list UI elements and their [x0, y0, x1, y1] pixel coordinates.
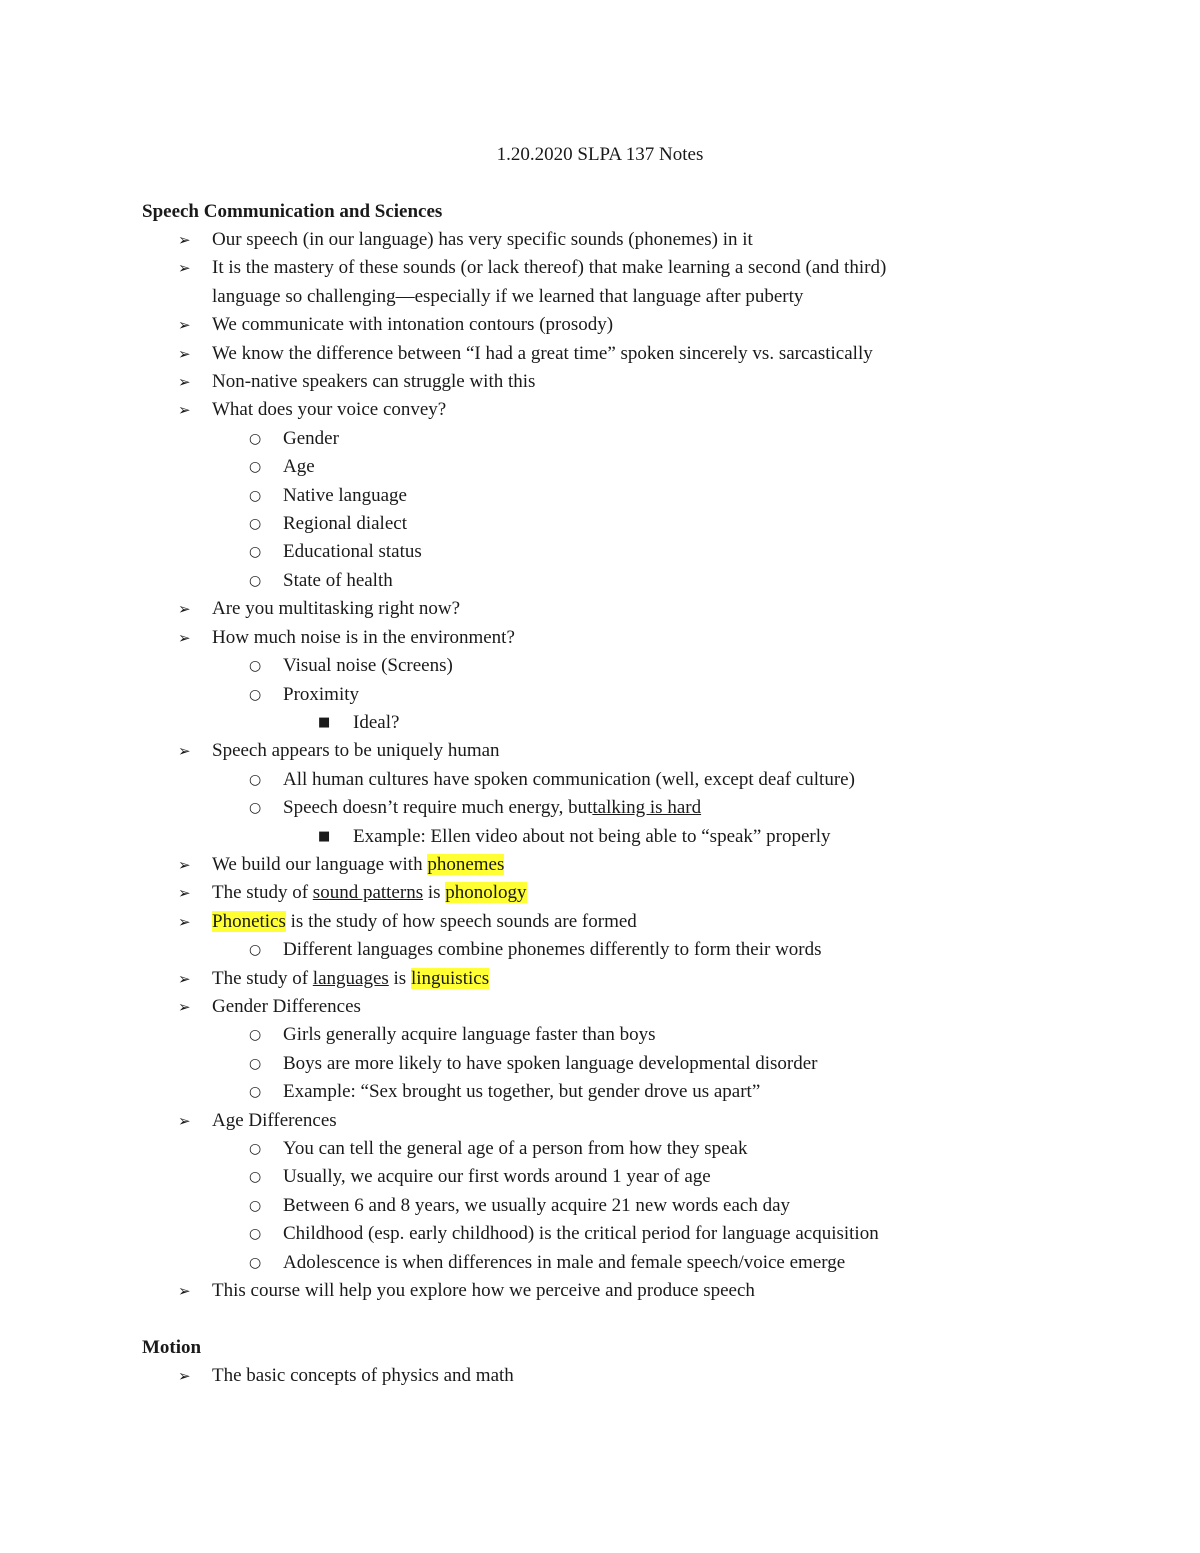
- list-item: ➢ Non-native speakers can struggle with this: [0, 368, 886, 396]
- circle-bullet-icon: ○: [249, 516, 262, 533]
- circle-bullet-icon: ○: [249, 1027, 262, 1044]
- list-item: ○ Regional dialect: [0, 510, 886, 538]
- underlined-term: languages: [312, 967, 389, 989]
- arrow-bullet-icon: ➢: [178, 742, 191, 761]
- list-item: ○ Usually, we acquire our first words around 1 year of age: [0, 1163, 886, 1191]
- list-item: ➢ Speech appears to be uniquely human: [0, 737, 886, 765]
- list-item: ➢ Our speech (in our language) has very specific sounds (phonemes) in it: [0, 226, 886, 254]
- highlighted-term: phonology: [445, 882, 527, 904]
- arrow-bullet-icon: ➢: [178, 600, 191, 619]
- underlined-term: sound patterns: [312, 882, 424, 904]
- list-item: ○ Between 6 and 8 years, we usually acquire 21 new words each day: [0, 1192, 886, 1220]
- list-item: ➢ We know the difference between “I had a great time” spoken sincerely vs. sarcastically: [0, 340, 886, 368]
- section-heading-motion: Motion: [142, 1337, 202, 1358]
- arrow-bullet-icon: ➢: [178, 231, 191, 249]
- circle-bullet-icon: ○: [249, 800, 262, 817]
- circle-bullet-icon: ○: [249, 771, 262, 788]
- underlined-term: talking is hard: [592, 797, 702, 819]
- square-bullet-icon: ■: [318, 828, 331, 844]
- list-item: ➢ This course will help you explore how we perceive and produce speech: [0, 1277, 886, 1305]
- list-item: ○ Different languages combine phonemes differently to form their words: [0, 936, 886, 964]
- list-item: ■ Ideal?: [0, 709, 886, 737]
- motion-list: [0, 1362, 514, 1390]
- arrow-bullet-icon: ➢: [178, 1282, 191, 1301]
- list-item: ○ Example: “Sex brought us together, but gender drove us apart”: [0, 1078, 886, 1106]
- section-heading-speech: Speech Communication and Sciences: [142, 201, 443, 222]
- circle-bullet-icon: ○: [249, 487, 262, 504]
- list-item: ➢ We build our language with phonemes: [0, 851, 886, 879]
- arrow-bullet-icon: ➢: [178, 401, 191, 420]
- list-item: ➢ What does your voice convey?: [0, 396, 886, 424]
- list-item: ○ Gender: [0, 425, 886, 453]
- list-item: ○ State of health: [0, 567, 886, 595]
- list-item: ➢ It is the mastery of these sounds (or lack thereof) that make learning a second (and third): [0, 254, 886, 282]
- circle-bullet-icon: ○: [249, 1169, 262, 1186]
- list-item: ➢ Age Differences: [0, 1107, 886, 1135]
- circle-bullet-icon: ○: [249, 1055, 262, 1072]
- arrow-bullet-icon: ➢: [178, 969, 191, 988]
- list-item: ○ Educational status: [0, 538, 886, 566]
- list-item: ○ Age: [0, 453, 886, 481]
- list-item-continuation: language so challenging—especially if we learned that language after puberty: [212, 285, 804, 307]
- list-item: ■ Example: Ellen video about not being able to “speak” properly: [0, 823, 886, 851]
- arrow-bullet-icon: ➢: [178, 316, 191, 335]
- arrow-bullet-icon: ➢: [178, 259, 191, 278]
- circle-bullet-icon: ○: [249, 1084, 262, 1101]
- arrow-bullet-icon: ➢: [178, 1111, 191, 1130]
- highlighted-term: phonemes: [427, 853, 505, 875]
- list-item: ➢ How much noise is in the environment?: [0, 624, 886, 652]
- list-item: ➢ The study of sound patterns is phonology: [0, 879, 886, 907]
- circle-bullet-icon: ○: [249, 1226, 262, 1243]
- list-item: ○ All human cultures have spoken communication (well, except deaf culture): [0, 766, 886, 794]
- list-item: ○ Proximity: [0, 681, 886, 709]
- square-bullet-icon: ■: [318, 714, 331, 730]
- page-title: 1.20.2020 SLPA 137 Notes: [496, 144, 704, 165]
- circle-bullet-icon: ○: [249, 430, 262, 447]
- list-item: ➢ We communicate with intonation contours (prosody): [0, 311, 886, 339]
- list-item: ○ Childhood (esp. early childhood) is the critical period for language acquisition: [0, 1220, 886, 1248]
- list-item: ➢ The study of languages is linguistics: [0, 965, 886, 993]
- list-item: ➢ Are you multitasking right now?: [0, 595, 886, 623]
- list-item: ○ Speech doesn’t require much energy, buttalking is hard: [0, 794, 886, 822]
- list-item: ➢ Gender Differences: [0, 993, 886, 1021]
- circle-bullet-icon: ○: [249, 658, 262, 675]
- list-item: ➢ The basic concepts of physics and math: [0, 1362, 514, 1390]
- circle-bullet-icon: ○: [249, 1197, 262, 1214]
- list-item: ○ Boys are more likely to have spoken language developmental disorder: [0, 1050, 886, 1078]
- speech-list: [0, 226, 886, 1305]
- arrow-bullet-icon: ➢: [178, 373, 191, 392]
- list-item: ➢ Phonetics is the study of how speech sounds are formed: [0, 908, 886, 936]
- arrow-bullet-icon: ➢: [178, 855, 191, 874]
- highlighted-term: Phonetics: [212, 910, 286, 932]
- circle-bullet-icon: ○: [249, 686, 262, 703]
- highlighted-term: linguistics: [410, 967, 490, 989]
- arrow-bullet-icon: ➢: [178, 884, 191, 903]
- arrow-bullet-icon: ➢: [178, 1367, 191, 1385]
- list-item: ○ Native language: [0, 482, 886, 510]
- circle-bullet-icon: ○: [249, 572, 262, 589]
- circle-bullet-icon: ○: [249, 544, 262, 561]
- arrow-bullet-icon: ➢: [178, 912, 191, 931]
- circle-bullet-icon: ○: [249, 459, 262, 476]
- list-item: ○ You can tell the general age of a person from how they speak: [0, 1135, 886, 1163]
- arrow-bullet-icon: ➢: [178, 344, 191, 363]
- arrow-bullet-icon: ➢: [178, 997, 191, 1016]
- list-item: ○ Girls generally acquire language faster than boys: [0, 1021, 886, 1049]
- circle-bullet-icon: ○: [249, 1254, 262, 1271]
- list-item: ○ Visual noise (Screens): [0, 652, 886, 680]
- arrow-bullet-icon: ➢: [178, 628, 191, 647]
- circle-bullet-icon: ○: [249, 942, 262, 959]
- circle-bullet-icon: ○: [249, 1141, 262, 1157]
- list-item: ○ Adolescence is when differences in male and female speech/voice emerge: [0, 1249, 886, 1277]
